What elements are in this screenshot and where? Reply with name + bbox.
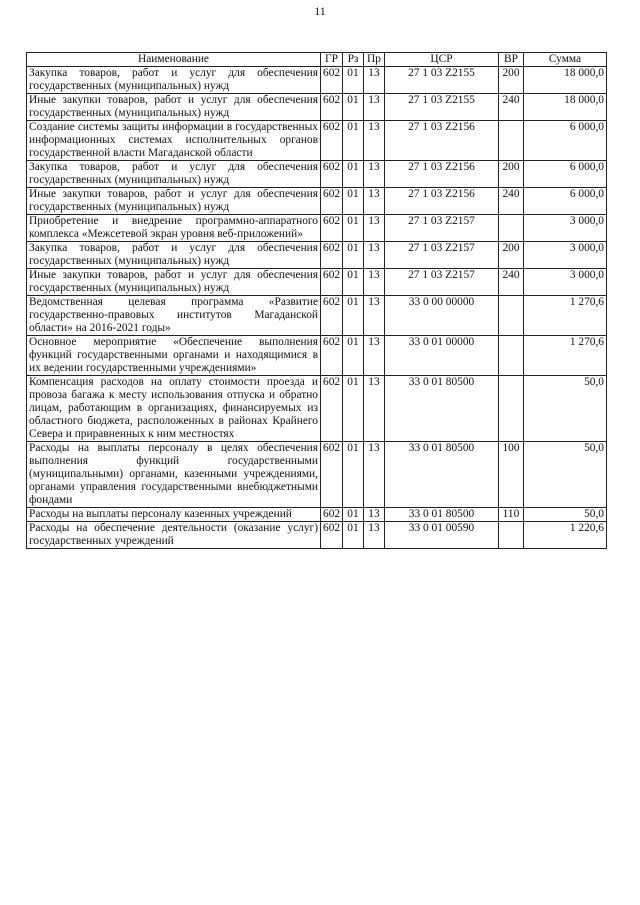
row-rz: 01 — [343, 215, 364, 242]
row-csr: 33 0 01 80500 — [385, 376, 499, 442]
header-rz: Рз — [343, 53, 364, 67]
row-vr: 200 — [499, 67, 524, 94]
row-sum: 3 000,0 — [524, 215, 607, 242]
table-row — [27, 242, 607, 269]
row-rz: 01 — [343, 161, 364, 188]
table-row — [27, 215, 607, 242]
row-pr: 13 — [364, 188, 385, 215]
table-row — [27, 188, 607, 215]
row-sum: 3 000,0 — [524, 242, 607, 269]
row-csr: 27 1 03 Z2155 — [385, 67, 499, 94]
row-rz: 01 — [343, 269, 364, 296]
row-vr: 200 — [499, 242, 524, 269]
row-vr: 240 — [499, 94, 524, 121]
row-rz: 01 — [343, 522, 364, 549]
row-name: Закупка товаров, работ и услуг для обеспечения государственных (муниципальных) нужд — [27, 242, 321, 269]
row-rz: 01 — [343, 121, 364, 161]
row-name: Иные закупки товаров, работ и услуг для обеспечения государственных (муниципальных) нужд — [27, 188, 321, 215]
row-pr: 13 — [364, 336, 385, 376]
table-row — [27, 296, 607, 336]
row-name: Ведомственная целевая программа «Развитие государственно-правовых институтов Магаданской области» на 2016-2021 годы» — [27, 296, 321, 336]
row-sum: 1 220,6 — [524, 522, 607, 549]
row-pr: 13 — [364, 522, 385, 549]
header-name: Наименование — [27, 53, 321, 67]
header-pr: Пр — [364, 53, 385, 67]
row-vr — [499, 522, 524, 549]
row-csr: 33 0 01 80500 — [385, 508, 499, 522]
row-gr: 602 — [321, 242, 343, 269]
row-gr: 602 — [321, 67, 343, 94]
row-gr: 602 — [321, 94, 343, 121]
row-gr: 602 — [321, 522, 343, 549]
row-pr: 13 — [364, 296, 385, 336]
row-gr: 602 — [321, 508, 343, 522]
table-row — [27, 442, 607, 508]
header-csr: ЦСР — [385, 53, 499, 67]
row-csr: 33 0 01 80500 — [385, 442, 499, 508]
row-rz: 01 — [343, 94, 364, 121]
row-rz: 01 — [343, 188, 364, 215]
budget-table — [26, 52, 607, 549]
row-csr: 33 0 01 00590 — [385, 522, 499, 549]
row-vr: 200 — [499, 161, 524, 188]
row-csr: 27 1 03 Z2155 — [385, 94, 499, 121]
row-vr: 240 — [499, 269, 524, 296]
row-name: Приобретение и внедрение программно-аппаратного комплекса «Межсетевой экран уровня веб-приложений» — [27, 215, 321, 242]
row-rz: 01 — [343, 242, 364, 269]
row-sum: 6 000,0 — [524, 161, 607, 188]
row-pr: 13 — [364, 67, 385, 94]
header-vr: ВР — [499, 53, 524, 67]
row-pr: 13 — [364, 442, 385, 508]
row-rz: 01 — [343, 296, 364, 336]
row-vr: 240 — [499, 188, 524, 215]
row-gr: 602 — [321, 296, 343, 336]
row-gr: 602 — [321, 336, 343, 376]
row-vr — [499, 215, 524, 242]
row-vr: 100 — [499, 442, 524, 508]
row-gr: 602 — [321, 121, 343, 161]
page-number: 11 — [314, 4, 326, 18]
row-sum: 1 270,6 — [524, 336, 607, 376]
row-gr: 602 — [321, 376, 343, 442]
table-row — [27, 161, 607, 188]
table-row — [27, 522, 607, 549]
row-pr: 13 — [364, 94, 385, 121]
row-csr: 27 1 03 Z2157 — [385, 242, 499, 269]
row-sum: 1 270,6 — [524, 296, 607, 336]
row-gr: 602 — [321, 442, 343, 508]
row-pr: 13 — [364, 121, 385, 161]
row-sum: 3 000,0 — [524, 269, 607, 296]
row-vr — [499, 121, 524, 161]
row-rz: 01 — [343, 376, 364, 442]
row-sum: 18 000,0 — [524, 94, 607, 121]
row-vr: 110 — [499, 508, 524, 522]
row-pr: 13 — [364, 376, 385, 442]
row-sum: 50,0 — [524, 442, 607, 508]
row-gr: 602 — [321, 188, 343, 215]
row-pr: 13 — [364, 269, 385, 296]
row-gr: 602 — [321, 161, 343, 188]
row-sum: 18 000,0 — [524, 67, 607, 94]
row-gr: 602 — [321, 269, 343, 296]
row-name: Иные закупки товаров, работ и услуг для обеспечения государственных (муниципальных) нужд — [27, 269, 321, 296]
row-gr: 602 — [321, 215, 343, 242]
row-name: Иные закупки товаров, работ и услуг для обеспечения государственных (муниципальных) нужд — [27, 94, 321, 121]
header-sum: Сумма — [524, 53, 607, 67]
row-name: Компенсация расходов на оплату стоимости проезда и провоза багажа к месту использования отпуска и обратно лицам, работающим в организациях, финансируемых из областного бюджета, расположенных в районах Крайнего Севера и приравненных к ним местностях — [27, 376, 321, 442]
header-gr: ГР — [321, 53, 343, 67]
row-csr: 27 1 03 Z2156 — [385, 121, 499, 161]
row-pr: 13 — [364, 508, 385, 522]
row-sum: 50,0 — [524, 376, 607, 442]
row-sum: 6 000,0 — [524, 121, 607, 161]
table-row — [27, 121, 607, 161]
row-name: Создание системы защиты информации в государственных информационных системах исполнительных органов государственной власти Магаданской области — [27, 121, 321, 161]
row-rz: 01 — [343, 442, 364, 508]
table-header-row — [27, 53, 607, 67]
row-vr — [499, 336, 524, 376]
row-name: Закупка товаров, работ и услуг для обеспечения государственных (муниципальных) нужд — [27, 67, 321, 94]
row-pr: 13 — [364, 215, 385, 242]
row-name: Расходы на выплаты персоналу казенных учреждений — [27, 508, 321, 522]
row-rz: 01 — [343, 336, 364, 376]
row-pr: 13 — [364, 161, 385, 188]
table-row — [27, 376, 607, 442]
row-name: Расходы на выплаты персоналу в целях обеспечения выполнения функций государственными (муниципальными) органами, казенными учреждениями, органами управления государственными внебюджетными фондами — [27, 442, 321, 508]
table-row — [27, 508, 607, 522]
table-row — [27, 67, 607, 94]
row-name: Расходы на обеспечение деятельности (оказание услуг) государственных учреждений — [27, 522, 321, 549]
row-sum: 6 000,0 — [524, 188, 607, 215]
row-csr: 27 1 03 Z2156 — [385, 188, 499, 215]
table-row — [27, 336, 607, 376]
row-csr: 27 1 03 Z2156 — [385, 161, 499, 188]
row-vr — [499, 376, 524, 442]
row-csr: 27 1 03 Z2157 — [385, 215, 499, 242]
row-csr: 33 0 01 00000 — [385, 336, 499, 376]
row-sum: 50,0 — [524, 508, 607, 522]
table-row — [27, 269, 607, 296]
table-row — [27, 94, 607, 121]
row-csr: 33 0 00 00000 — [385, 296, 499, 336]
row-csr: 27 1 03 Z2157 — [385, 269, 499, 296]
row-name: Закупка товаров, работ и услуг для обеспечения государственных (муниципальных) нужд — [27, 161, 321, 188]
row-name: Основное мероприятие «Обеспечение выполнения функций государственными органами и находящимися в их ведении государственными учреждениями» — [27, 336, 321, 376]
row-rz: 01 — [343, 508, 364, 522]
row-rz: 01 — [343, 67, 364, 94]
row-vr — [499, 296, 524, 336]
row-pr: 13 — [364, 242, 385, 269]
